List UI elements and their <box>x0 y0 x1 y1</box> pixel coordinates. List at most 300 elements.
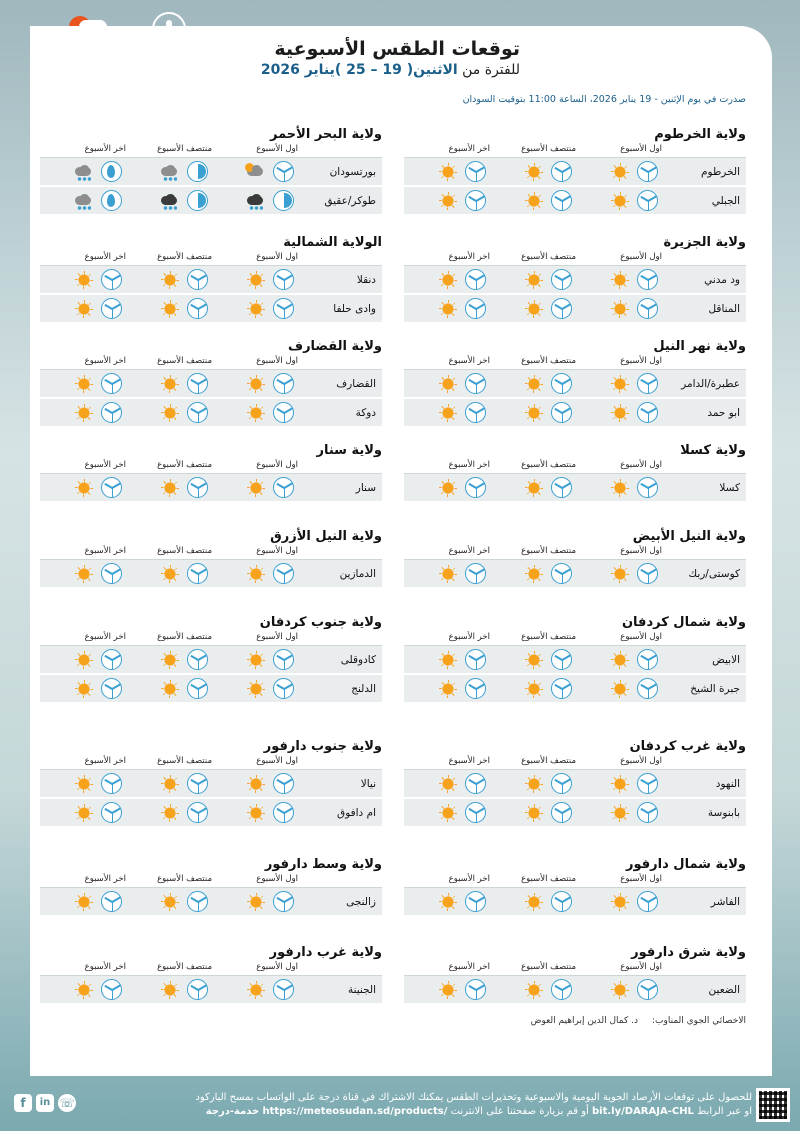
table-row <box>404 158 746 187</box>
forecast-cell <box>404 373 490 394</box>
sun-icon <box>525 479 543 497</box>
state-block <box>404 856 746 917</box>
wind-icon <box>273 563 294 584</box>
column-header-last: اخر الأسبوع <box>84 962 126 972</box>
column-headers <box>40 460 382 474</box>
forecast-cell <box>40 190 126 211</box>
duty-forecaster <box>531 1016 746 1026</box>
column-header-first: اول الأسبوع <box>256 632 298 642</box>
column-header-mid: منتصف الأسبوع <box>157 756 212 766</box>
table-row <box>40 158 382 187</box>
column-header-last: اخر الأسبوع <box>448 756 490 766</box>
state-name: ولاية البحر الأحمر <box>270 127 382 142</box>
table-row <box>40 888 382 917</box>
state-block <box>40 738 382 828</box>
wind-icon <box>187 678 208 699</box>
table-row <box>404 266 746 295</box>
humidity-quarter-icon <box>187 161 208 182</box>
column-header-mid: منتصف الأسبوع <box>157 546 212 556</box>
table-row <box>40 646 382 675</box>
column-headers <box>40 756 382 770</box>
wind-icon <box>101 678 122 699</box>
forecast-cell <box>126 269 212 290</box>
forecast-cell <box>126 979 212 1000</box>
column-header-first: اول الأسبوع <box>620 756 662 766</box>
wind-icon <box>551 190 572 211</box>
state-block <box>404 338 746 428</box>
forecast-cell <box>404 802 490 823</box>
wind-icon <box>187 802 208 823</box>
table-row <box>404 295 746 324</box>
column-headers <box>404 962 746 976</box>
period <box>261 62 520 78</box>
sun-icon <box>439 163 457 181</box>
city-name: وادى حلفا <box>333 302 376 315</box>
title-block <box>261 38 520 78</box>
forecast-cell <box>490 891 576 912</box>
column-header-mid: منتصف الأسبوع <box>157 874 212 884</box>
sun-icon <box>611 300 629 318</box>
city-name: الدلنج <box>351 682 376 695</box>
forecast-cell <box>40 802 126 823</box>
column-header-first: اول الأسبوع <box>256 962 298 972</box>
forecast-cell <box>576 477 662 498</box>
city-name: النهود <box>715 777 740 790</box>
sun-icon <box>75 565 93 583</box>
wind-icon <box>273 269 294 290</box>
forecast-cell <box>404 298 490 319</box>
website-link[interactable]: https://meteosudan.sd/products/ <box>262 1106 448 1117</box>
forecast-cell <box>404 773 490 794</box>
sun-icon <box>247 804 265 822</box>
column-header-first: اول الأسبوع <box>620 962 662 972</box>
humidity-quarter-icon <box>273 190 294 211</box>
city-name: دنقلا <box>356 273 376 286</box>
wind-icon <box>465 802 486 823</box>
state-block <box>40 338 382 428</box>
forecast-cell <box>404 190 490 211</box>
whatsapp-channel-link[interactable]: bit.ly/DARAJA-CHL <box>592 1106 694 1117</box>
column-headers <box>404 874 746 888</box>
forecast-cell <box>576 802 662 823</box>
sun-icon <box>75 804 93 822</box>
column-headers <box>404 252 746 266</box>
wind-icon <box>101 649 122 670</box>
state-block <box>40 126 382 216</box>
column-headers <box>404 546 746 560</box>
state-name: ولاية النيل الأزرق <box>270 529 382 544</box>
wind-icon <box>465 979 486 1000</box>
wind-icon <box>273 649 294 670</box>
table-row <box>40 295 382 324</box>
state-block <box>404 442 746 503</box>
column-header-mid: منتصف الأسبوع <box>521 460 576 470</box>
sun-icon <box>611 479 629 497</box>
column-header-last: اخر الأسبوع <box>448 460 490 470</box>
table-row <box>404 888 746 917</box>
wind-icon <box>465 373 486 394</box>
forecast-cell <box>404 161 490 182</box>
sun-icon <box>525 680 543 698</box>
column-header-last: اخر الأسبوع <box>448 874 490 884</box>
wind-icon <box>551 298 572 319</box>
city-name: جبرة الشيخ <box>690 682 740 695</box>
wind-icon <box>551 563 572 584</box>
sun-icon <box>247 893 265 911</box>
wind-icon <box>637 298 658 319</box>
wind-icon <box>551 161 572 182</box>
city-name: الدمازين <box>339 567 376 580</box>
state-block <box>40 614 382 704</box>
forecast-cell <box>490 773 576 794</box>
forecast-cell <box>404 891 490 912</box>
table-row <box>404 646 746 675</box>
table-row <box>40 399 382 428</box>
wind-icon <box>465 773 486 794</box>
forecast-cell <box>576 773 662 794</box>
wind-icon <box>637 891 658 912</box>
sun-icon <box>161 375 179 393</box>
wind-icon <box>551 477 572 498</box>
sun-icon <box>161 680 179 698</box>
forecast-cell <box>126 402 212 423</box>
city-name: بورتسودان <box>329 165 376 178</box>
wind-icon <box>551 802 572 823</box>
wind-icon <box>187 402 208 423</box>
sun-icon <box>611 981 629 999</box>
sun-icon <box>75 375 93 393</box>
forecast-cell <box>40 269 126 290</box>
wind-icon <box>187 373 208 394</box>
city-name: الخرطوم <box>701 165 740 178</box>
forecast-cell <box>404 979 490 1000</box>
column-header-mid: منتصف الأسبوع <box>157 460 212 470</box>
column-header-mid: منتصف الأسبوع <box>521 874 576 884</box>
state-block <box>404 614 746 704</box>
city-name: الابيض <box>712 653 740 666</box>
wind-icon <box>637 563 658 584</box>
state-block <box>404 738 746 828</box>
forecast-cell <box>126 678 212 699</box>
forecast-cell <box>212 563 298 584</box>
city-name: نيالا <box>360 777 376 790</box>
forecast-cell <box>126 773 212 794</box>
column-header-first: اول الأسبوع <box>620 874 662 884</box>
wind-icon <box>101 298 122 319</box>
forecast-cell <box>576 161 662 182</box>
sun-icon <box>247 651 265 669</box>
forecast-cell <box>40 373 126 394</box>
state-name: ولاية كسلا <box>680 443 746 458</box>
column-header-first: اول الأسبوع <box>256 252 298 262</box>
forecast-cell <box>40 298 126 319</box>
sun-icon <box>439 680 457 698</box>
sun-icon <box>439 375 457 393</box>
forecast-cell <box>576 402 662 423</box>
forecast-cell <box>404 402 490 423</box>
state-name: ولاية جنوب دارفور <box>263 739 382 754</box>
footer-line1: للحصول على توقعات الأرصاد الجوية اليومية والاسبوعية وتحذيرات الطقس يمكنك الاشتراك في قناة درجة على الواتساب بمسح الباركود <box>195 1092 752 1103</box>
wind-icon <box>187 649 208 670</box>
state-block <box>404 944 746 1005</box>
forecast-cell <box>490 402 576 423</box>
wind-icon <box>101 373 122 394</box>
sun-icon <box>161 404 179 422</box>
sun-icon <box>439 479 457 497</box>
table-row <box>404 187 746 216</box>
column-headers <box>40 546 382 560</box>
table-row <box>404 560 746 589</box>
sun-icon <box>247 479 265 497</box>
forecast-cell <box>40 891 126 912</box>
column-headers <box>40 632 382 646</box>
city-name: المناقل <box>708 302 740 315</box>
sun-icon <box>161 300 179 318</box>
forecast-cell <box>404 477 490 498</box>
table-row <box>40 266 382 295</box>
city-name: كسلا <box>719 481 740 494</box>
column-header-first: اول الأسبوع <box>256 874 298 884</box>
footer-line2 <box>206 1106 752 1117</box>
column-header-last: اخر الأسبوع <box>448 546 490 556</box>
sun-icon <box>161 775 179 793</box>
wind-icon <box>465 269 486 290</box>
sun-icon <box>75 893 93 911</box>
city-name: كوستى/ربك <box>688 567 740 580</box>
sun-icon <box>247 775 265 793</box>
forecast-cell <box>576 373 662 394</box>
column-header-first: اول الأسبوع <box>620 460 662 470</box>
sun-icon <box>525 893 543 911</box>
humidity-quarter-icon <box>187 190 208 211</box>
wind-icon <box>551 979 572 1000</box>
column-header-mid: منتصف الأسبوع <box>521 962 576 972</box>
forecast-cell <box>212 269 298 290</box>
footer <box>0 1082 800 1131</box>
wind-icon <box>465 190 486 211</box>
state-block <box>40 528 382 589</box>
column-header-mid: منتصف الأسبوع <box>157 962 212 972</box>
column-headers <box>40 252 382 266</box>
column-header-mid: منتصف الأسبوع <box>521 144 576 154</box>
sun-icon <box>161 893 179 911</box>
linkedin-icon[interactable]: in <box>36 1094 54 1112</box>
column-header-last: اخر الأسبوع <box>448 252 490 262</box>
wind-icon <box>465 563 486 584</box>
table-row <box>40 976 382 1005</box>
period-prefix: للفترة من <box>457 62 520 78</box>
wind-icon <box>465 402 486 423</box>
state-name: ولاية الجزيرة <box>663 235 746 250</box>
forecast-cell <box>40 402 126 423</box>
wind-icon <box>637 773 658 794</box>
table-row <box>404 399 746 428</box>
wind-icon <box>273 773 294 794</box>
city-name: القضارف <box>336 377 376 390</box>
wind-icon <box>637 802 658 823</box>
wind-icon <box>273 298 294 319</box>
column-headers <box>40 356 382 370</box>
forecast-cell <box>212 649 298 670</box>
state-name: ولاية غرب دارفور <box>269 945 382 960</box>
wind-icon <box>187 298 208 319</box>
wind-icon <box>187 563 208 584</box>
forecast-cell <box>212 161 298 182</box>
table-row <box>404 976 746 1005</box>
forecast-cell <box>40 649 126 670</box>
wind-icon <box>187 891 208 912</box>
facebook-icon[interactable]: f <box>14 1094 32 1112</box>
column-headers <box>404 460 746 474</box>
city-name: عطبرة/الدامر <box>681 377 740 390</box>
forecast-cell <box>404 269 490 290</box>
sun-icon <box>439 893 457 911</box>
column-header-mid: منتصف الأسبوع <box>521 546 576 556</box>
table-row <box>404 675 746 704</box>
duty-forecaster-name: د. كمال الدين إبراهيم العوض <box>530 1016 639 1026</box>
forecast-cell <box>404 678 490 699</box>
wind-icon <box>187 773 208 794</box>
wind-icon <box>101 563 122 584</box>
column-header-last: اخر الأسبوع <box>84 460 126 470</box>
column-headers <box>40 874 382 888</box>
sun-icon <box>161 804 179 822</box>
sun-icon <box>611 375 629 393</box>
duty-forecaster-label: الاخصائي الجوي المناوب: <box>652 1016 746 1026</box>
table-row <box>404 474 746 503</box>
sun-icon <box>75 981 93 999</box>
sun-icon <box>439 775 457 793</box>
column-headers <box>40 144 382 158</box>
column-headers <box>404 144 746 158</box>
website-link-label[interactable]: خدمة-درجة <box>205 1106 260 1117</box>
column-header-first: اول الأسبوع <box>256 546 298 556</box>
sun-icon <box>247 981 265 999</box>
column-headers <box>404 756 746 770</box>
column-header-last: اخر الأسبوع <box>84 546 126 556</box>
forecast-cell <box>576 649 662 670</box>
city-name: الجنينة <box>347 983 376 996</box>
sun-icon <box>161 981 179 999</box>
wind-icon <box>551 649 572 670</box>
wind-icon <box>273 891 294 912</box>
column-header-mid: منتصف الأسبوع <box>521 356 576 366</box>
forecast-cell <box>490 678 576 699</box>
sun-icon <box>611 775 629 793</box>
wind-icon <box>637 161 658 182</box>
wind-icon <box>273 802 294 823</box>
sun-icon <box>75 651 93 669</box>
state-name: ولاية نهر النيل <box>653 339 746 354</box>
wind-icon <box>101 802 122 823</box>
column-header-last: اخر الأسبوع <box>84 252 126 262</box>
wind-icon <box>465 891 486 912</box>
column-headers <box>404 356 746 370</box>
sun-icon <box>611 404 629 422</box>
column-header-mid: منتصف الأسبوع <box>157 252 212 262</box>
column-header-first: اول الأسبوع <box>620 632 662 642</box>
column-header-mid: منتصف الأسبوع <box>521 756 576 766</box>
state-name: ولاية النيل الأبيض <box>632 529 746 544</box>
forecast-cell <box>40 678 126 699</box>
column-header-last: اخر الأسبوع <box>84 632 126 642</box>
column-header-last: اخر الأسبوع <box>84 144 126 154</box>
sun-icon <box>611 651 629 669</box>
forecast-cell <box>490 269 576 290</box>
forecast-cell <box>212 678 298 699</box>
sun-icon <box>75 479 93 497</box>
forecast-cell <box>40 161 126 182</box>
wind-icon <box>273 402 294 423</box>
city-name: الضعين <box>708 983 740 996</box>
city-name: دوكة <box>355 406 376 419</box>
sun-icon <box>75 271 93 289</box>
forecast-cell <box>126 373 212 394</box>
table-row <box>40 474 382 503</box>
sun-icon <box>611 163 629 181</box>
sun-icon <box>439 651 457 669</box>
whatsapp-icon[interactable]: ☏ <box>59 1096 75 1110</box>
forecast-cell <box>576 678 662 699</box>
sun-icon <box>439 981 457 999</box>
column-header-first: اول الأسبوع <box>256 756 298 766</box>
issued-time: صدرت في يوم الإثنين - 19 يناير 2026، الساعة 11:00 بتوقيت السودان <box>462 94 746 105</box>
sun-icon <box>611 192 629 210</box>
table-row <box>404 799 746 828</box>
sun-icon <box>439 192 457 210</box>
column-header-mid: منتصف الأسبوع <box>157 632 212 642</box>
wind-icon <box>465 649 486 670</box>
wind-icon <box>551 269 572 290</box>
forecast-cell <box>212 477 298 498</box>
state-name: ولاية غرب كردفان <box>629 739 746 754</box>
wind-icon <box>187 979 208 1000</box>
sun-icon <box>75 300 93 318</box>
column-header-last: اخر الأسبوع <box>84 874 126 884</box>
state-name: ولاية شرق دارفور <box>631 945 746 960</box>
sun-icon <box>161 565 179 583</box>
forecast-cell <box>490 802 576 823</box>
wind-icon <box>273 979 294 1000</box>
city-name: بابنوسة <box>707 806 740 819</box>
column-headers <box>404 632 746 646</box>
wind-icon <box>101 773 122 794</box>
sun-icon <box>75 775 93 793</box>
wind-icon <box>465 161 486 182</box>
wind-icon <box>101 891 122 912</box>
sun-icon <box>525 271 543 289</box>
sun-icon <box>247 271 265 289</box>
column-header-mid: منتصف الأسبوع <box>521 252 576 262</box>
city-name: زالنجى <box>346 895 376 908</box>
wind-icon <box>101 402 122 423</box>
wind-icon <box>637 979 658 1000</box>
wind-icon <box>465 298 486 319</box>
state-block <box>40 856 382 917</box>
wind-icon <box>551 773 572 794</box>
wind-icon <box>551 678 572 699</box>
forecast-cell <box>126 563 212 584</box>
sun-icon <box>439 804 457 822</box>
sun-icon <box>525 775 543 793</box>
table-row <box>40 675 382 704</box>
wind-icon <box>273 477 294 498</box>
wind-icon <box>273 373 294 394</box>
forecast-cell <box>404 649 490 670</box>
city-name: ود مدني <box>704 273 740 286</box>
wind-icon <box>551 373 572 394</box>
city-name: الجبلي <box>711 194 740 207</box>
